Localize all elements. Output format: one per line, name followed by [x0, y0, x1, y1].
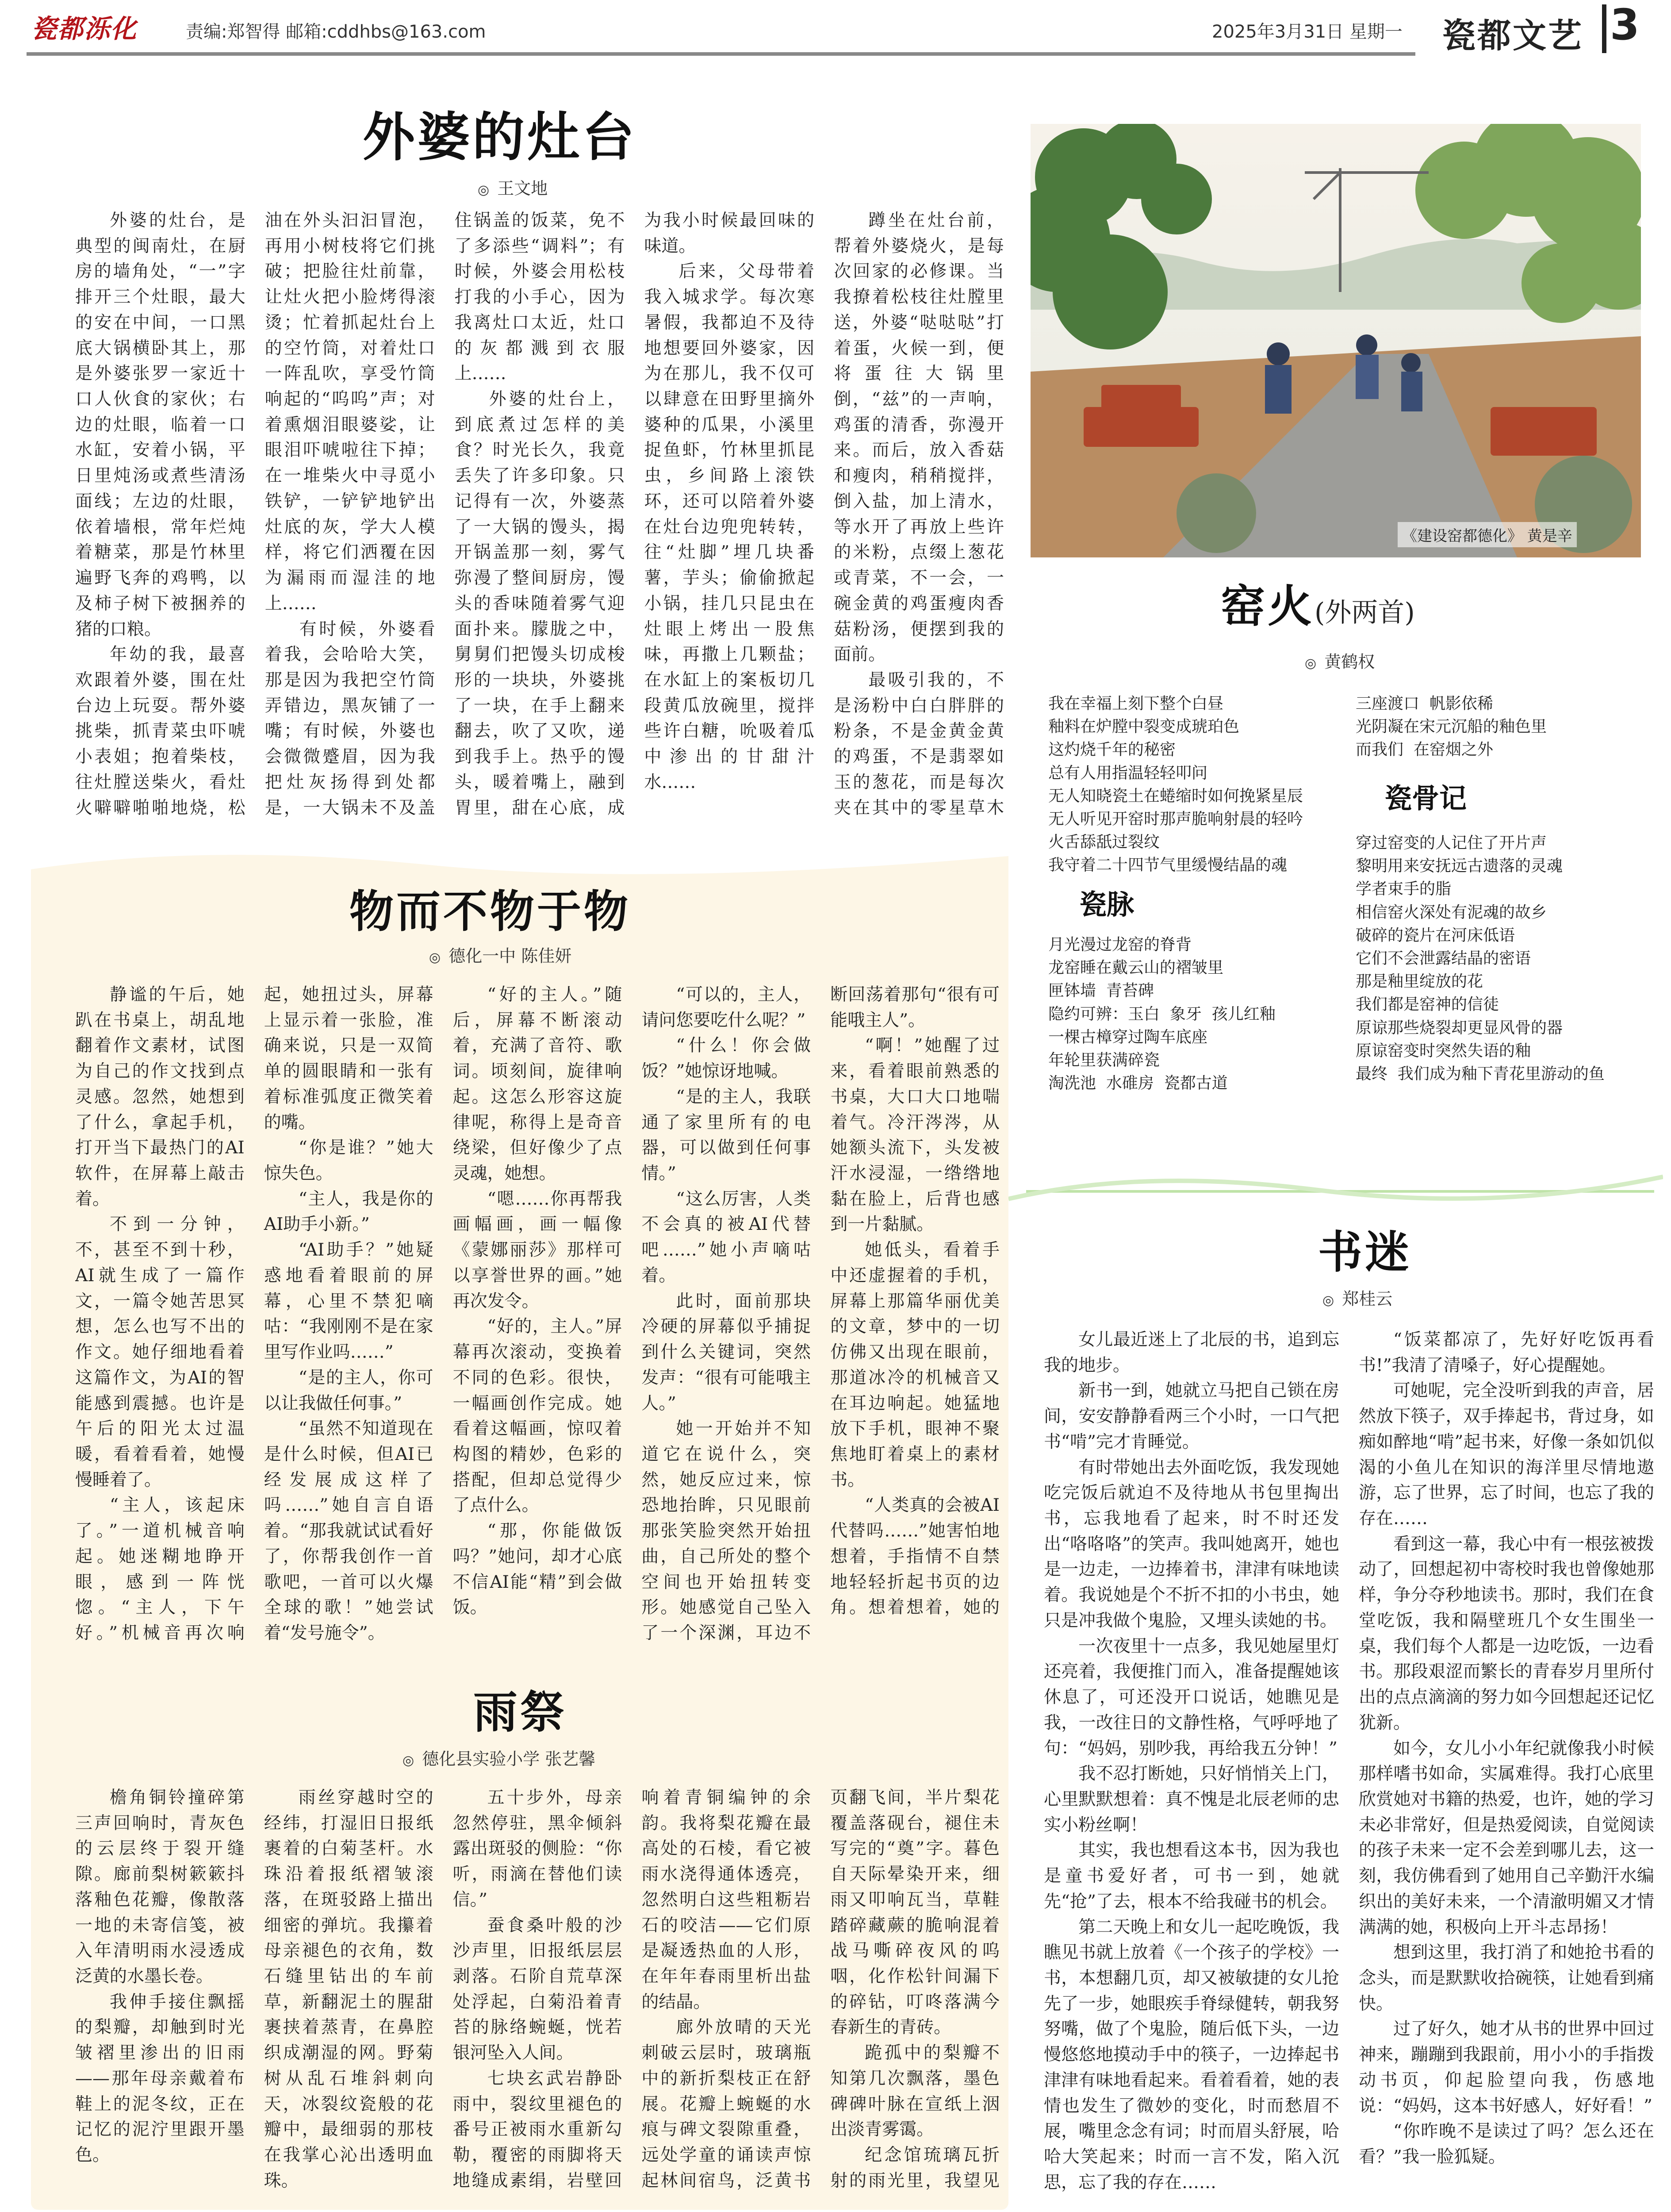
section-name: 瓷都文艺: [1442, 16, 1583, 55]
issue-date: 2025年3月31日 星期一: [1212, 22, 1403, 42]
author-name: 德化县实验小学 张艺馨: [422, 1749, 596, 1769]
paragraph: “这么厉害，人类不会真的被AI代替吧……”她小声嘀咕着。: [641, 1189, 811, 1286]
paragraph: “主人，我是你的AI助手小新。”: [264, 1189, 433, 1235]
poem-line: 釉料在炉膛中裂变成琥珀色: [1048, 718, 1240, 736]
painting-caption: 《建设窑都德化》 黄是辛: [1398, 522, 1577, 547]
header-rule: [27, 52, 1415, 56]
paragraph: 五十步外，母亲忽然停驻，黑伞倾斜露出斑驳的侧脸：“你听，雨滴在替他们读信。”: [452, 1788, 622, 1910]
byline-shumi: ◎ 郑桂云: [1322, 1289, 1393, 1309]
poem-line: 我在幸福上刻下整个白昼: [1048, 695, 1224, 713]
paragraph: 外婆的灶台，是典型的闽南灶，在厨房的墙角处，“一”字排开三个灶眼，最大的安在中间，一口黑底大锅横卧其上，那是外婆张罗一家近十口人伙食的家伙；右边的灶眼，临着一口水缸，安着小锅，平日里炖汤或煮些清汤面线；左边的灶眼，依着墙根，常年烂炖着糖菜，那是竹林里遍野飞奔的鸡鸭，以及柿子树下被捆养的猪的口粮。: [75, 211, 245, 639]
paragraph: 女儿最近迷上了北辰的书，追到忘我的地步。: [1044, 1330, 1339, 1375]
paragraph: “嗯……你再帮我画幅画，画一幅像《蒙娜丽莎》那样可以享誉世界的画。”她再次发令。: [452, 1189, 622, 1311]
painting-illustration: [1031, 124, 1641, 557]
article-title-yaohuo: [1221, 571, 1415, 634]
author-name: 王文地: [497, 179, 548, 198]
paragraph: 不到一分钟，不，甚至不到十秒，AI就生成了一篇作文，一篇令她苦思冥想，怎么也写不出的作文。她仔细地看着这篇作文，为AI的智能感到震撼。也许是午后的阳光太过温暖，看着看着，她慢慢睡着了。: [75, 1214, 245, 1490]
newspaper-logo: 瓷都泺化: [31, 14, 138, 44]
paragraph: 静谧的午后，她趴在书桌上，胡乱地翻着作文素材，试图为自己的作文找到点灵感。忽然，她想到了什么，拿起手机，打开当下最热门的AI软件，在屏幕上敲击着。: [75, 985, 245, 1209]
paragraph: 此时，面前那块冷硬的屏幕似乎捕捉到什么关键词，突然发声：“很有可能哦主人。”: [641, 1291, 811, 1413]
paragraph: 有时带她出去外面吃饭，我发现她吃完饭后就迫不及待地从书包里掏出书，忘我地看了起来，时不时还发出“咯咯咯”的笑声。我叫她离开，她也是一边走，一边捧着书，津津有味地读着。我说她是个不折不扣的小书虫，她只是冲我做个鬼脸，又埋头读她的书。: [1044, 1457, 1339, 1631]
poem-cigu: [1356, 832, 1605, 1086]
article-body-waipo: [75, 208, 1004, 836]
wave-decoration: [1008, 1150, 1663, 1203]
paragraph: “好的主人。”随后，屏幕不断滚动着，充满了音符、歌词。顷刻间，旋律响起。这怎么形容这旋律呢，称得上是奇音绕梁，但好像少了点灵魂，她想。: [452, 985, 622, 1184]
page-divider: [1602, 4, 1606, 53]
poem-cimai: [1048, 933, 1276, 1095]
poem-line: 原谅那些烧裂却更显风骨的器: [1356, 1018, 1563, 1037]
poem-yaohuo-tail: [1356, 692, 1547, 762]
poem-line: 无人听见开窑时那声脆响射晨的轻吟: [1048, 810, 1303, 828]
poem-line: 一棵古樟穿过陶车底座: [1048, 1028, 1208, 1046]
poem-line: 三座渡口 帆影依稀: [1356, 695, 1493, 713]
paragraph: 有时候，外婆看着我，会哈哈大笑，那是因为我把空竹筒弄错边，黑灰铺了一嘴；有时候，外婆也会微微蹙眉，因为我把灶灰扬得到处都是，一大锅未不及盖住锅盖的饭菜，免不了多添些“调料”；有时候，外婆会用松枝打我的小手心，因为我离灶口太近，灶口的灰都溅到衣服上……: [264, 211, 625, 818]
poem-line: 穿过窑变的人记住了开片声: [1356, 834, 1547, 852]
paragraph: 其实，我也想看这本书，因为我也是童书爱好者，可书一到，她就先“抢”了去，根本不给我碰书的机会。: [1044, 1840, 1339, 1912]
article-title-waipo: 外婆的灶台: [363, 106, 637, 168]
page-number: 3: [1610, 0, 1640, 50]
paragraph: 廊外放晴的天光刺破云层时，玻璃瓶中的新折梨枝正在舒展。花瓣上蜿蜒的水痕与碑文裂隙重叠，远处学童的诵读声惊起林间宿鸟，泛黄书页翻飞间，半片梨花覆盖落砚台，褪住未写完的“奠”字。暮色自天际晕染开来，细雨又叩响瓦当，草鞋踏碎藏蕨的脆响混着战马嘶碎夜风的呜咽，化作松针间漏下的碎钻，叮咚落满今春新生的青砖。: [641, 1788, 1000, 2191]
poem-yaohuo: [1048, 692, 1303, 877]
article-body-wuer: [75, 982, 1000, 1668]
paragraph: 如今，女儿小小年纪就像我小时候那样嗜书如命，实属难得。我打心底里欣赏她对书籍的热爱，也许，她的学习未必非常好，但是热爱阅读，自觉阅读的孩子未来一定不会差到哪儿去，这一刻，我仿佛看到了她用自己辛勤汗水编织出的美好未来，一个清澈明媚又才情满满的她，积极向上开斗志昂扬！: [1359, 1738, 1654, 1937]
yaohuo-title-suffix: (外两首): [1315, 597, 1415, 628]
paragraph: “什么！你会做饭？”她惊讶地喊。: [641, 1036, 811, 1082]
paragraph: 雨丝穿越时空的经纬，打湿旧日报纸裹着的白菊茎杆。水珠沿着报纸褶皱滚落，在斑驳路上描出细密的弹坑。我攥着母亲褪色的衣角，数石缝里钻出的车前草，新翻泥土的腥甜裹挟着蒸青，在鼻腔织成潮湿的网。野菊树从乱石堆斜刺向天，冰裂纹瓷般的花瓣中，最细弱的那枝在我掌心沁出透明血珠。: [264, 1788, 433, 2191]
paragraph: “虽然不知道现在是什么时候，但AI已经发展成这样了吗……”她自言自语着。“那我就试试看好了，你帮我创作一首歌吧，一首可以火爆全球的歌！”她尝试着“发号施令”。: [264, 1419, 433, 1643]
paragraph: 一次夜里十一点多，我见她屋里灯还亮着，我便推门而入，准备提醒她该休息了，可还没开口说话，她瞧见是我，一改往日的文静性格，气呼呼地了句：“妈妈，别吵我，再给我五分钟！”: [1044, 1636, 1339, 1759]
poem-line: 破碎的瓷片在河床低语: [1356, 926, 1515, 945]
paragraph: 年幼的我，最喜欢跟着外婆，围在灶台边上玩耍。帮外婆挑柴，抓青菜虫吓唬小表姐；抱着柴枝，往灶膛送柴火，看灶火噼噼啪啪地烧，松油在外头汩汩冒泡，再用小树枝将它们挑破；把脸往灶前靠，让灶火把小脸烤得滚烫；忙着抓起灶台上的空竹筒，对着灶口一阵乱吹，享受竹筒响起的“呜呜”声；对着熏烟泪眼婆娑，让眼泪吓唬啦往下掉；在一堆柴火中寻觅小铁铲，一铲铲地铲出灶底的灰，学大人模样，将它们洒覆在因为漏雨而湿洼的地上……: [75, 211, 435, 818]
article-title-shumi: 书迷: [1318, 1226, 1412, 1278]
paragraph: 可她呢，完全没听到我的声音，居然放下筷子，双手捧起书，背过身，如痴如醉地“啃”起书来，好像一条如饥似渴的小鱼儿在知识的海洋里尽情地遨游，忘了世界，忘了时间，也忘了我的存在……: [1359, 1381, 1654, 1529]
author-name: 郑桂云: [1342, 1289, 1393, 1309]
byline-yuji: ◎ 德化县实验小学 张艺馨: [402, 1749, 596, 1769]
paragraph: 看到这一幕，我心中有一根弦被拨动了，回想起初中寄校时我也曾像她那样，争分夺秒地读书。那时，我们在食堂吃饭，我和隔壁班几个女生围坐一桌，我们每个人都是一边吃饭，一边看书。那段艰涩而繁长的青春岁月里所付出的点点滴滴的努力如今回想起还记忆犹新。: [1359, 1534, 1654, 1733]
paragraph: “你昨晚不是读过了吗？怎么还在看？”我一脸狐疑。: [1359, 2121, 1654, 2167]
paragraph: 她低头，看着手中还虚握着的手机，屏幕上那篇华丽优美的文章，梦中的一切仿佛又出现在眼前，那道冰冷的机械音又在耳边响起。她猛地放下手机，眼神不聚焦地盯着桌上的素材书。: [830, 1240, 1000, 1490]
author-name: 黄鹤权: [1324, 652, 1375, 672]
poem-line: 黎明用来安抚远古遗落的灵魂: [1356, 857, 1563, 876]
poem-line: 隐约可辨：玉白 象牙 孩儿红釉: [1048, 1005, 1276, 1023]
byline-wuer: ◎ 德化一中 陈佳妍: [429, 946, 572, 966]
poem-line: 原谅窑变时突然失语的釉: [1356, 1041, 1531, 1060]
poem-line: 而我们 在窑烟之外: [1356, 741, 1493, 759]
poem-line: 火舌舔舐过裂纹: [1048, 833, 1160, 852]
paragraph: 我不忍打断她，只好悄悄关上门，心里默默想着：真不愧是北辰老师的忠实小粉丝啊！: [1044, 1764, 1339, 1835]
paragraph: “主人，该起床了。”一道机械音响起。她迷糊地睁开眼，感到一阵恍惚。“主人，下午好。”机械音再次响起，她扭过头，屏幕上显示着一张脸，准确来说，只是一双简单的圆眼睛和一张有着标准弧度正微笑着的嘴。: [75, 985, 433, 1643]
paragraph: 最吸引我的，不是汤粉中白白胖胖的粉条，不是金黄金黄的鸡蛋，不是翡翠如玉的葱花，而是每次夹在其中的零星草木: [834, 670, 1004, 818]
paragraph: 想到这里，我打消了和她抢书看的念头，而是默默收拾碗筷，让她看到痛快。: [1359, 1943, 1654, 2014]
paragraph: 过了好久，她才从书的世界中回过神来，蹦蹦到我跟前，用小小的手指拨动书页，仰起脸望向我，伤感地说：“妈妈，这本书好感人，好好看！”: [1359, 2019, 1654, 2116]
paragraph: “好的，主人。”屏幕再次滚动，变换着不同的色彩。很快，一幅画创作完成。她看着这幅画，惊叹着构图的精妙，色彩的搭配，但却总觉得少了点什么。: [452, 1317, 622, 1516]
paragraph: “那，你能做饭吗？”她问，却才心底不信AI能“精”到会做饭。: [452, 1521, 622, 1618]
paragraph: “人类真的会被AI代替吗……”她害怕地想着，手指情不自禁地轻轻折起书页的边角。想着想着，她的: [830, 1495, 1000, 1618]
article-title-yuji: 雨祭: [473, 1686, 567, 1738]
poem-title-cimai: 瓷脉: [1079, 888, 1134, 921]
poem-line: 匣钵墙 青苔碑: [1048, 982, 1154, 1000]
poem-line: 学者束手的脂: [1356, 880, 1452, 899]
poem-line: 月光漫过龙窑的脊背: [1048, 936, 1192, 954]
paragraph: “是的主人，你可以让我做任何事。”: [264, 1367, 433, 1413]
poem-line: 光阴凝在宋元沉船的釉色里: [1356, 718, 1547, 736]
poem-line: 总有人用指温轻轻叩问: [1048, 764, 1208, 782]
poem-line: 年轮里获满碎瓷: [1048, 1051, 1160, 1069]
paragraph: 檐角铜铃撞碎第三声回响时，青灰色的云层终于裂开缝隙。廊前梨树簌簌抖落釉色花瓣，像散落一地的未寄信笺，被入年清明雨水浸透成泛黄的水墨长卷。: [75, 1788, 245, 1987]
paragraph: 蹲坐在灶台前，帮着外婆烧火，是每次回家的必修课。当我撩着松枝往灶膛里送，外婆“哒哒哒”打着蛋，火候一到，便将蛋往大锅里倒，“兹”的一声响，鸡蛋的清香，弥漫开来。而后，放入香菇和瘦肉，稍稍搅拌，倒入盐，加上清水，等水开了再放上些许的米粉，点缀上葱花或青菜，不一会，一碗金黄的鸡蛋瘦肉香菇粉汤，便摆到我的面前。: [834, 211, 1004, 665]
painting-svg: [1031, 124, 1641, 557]
poem-line: 这灼烧千年的秘密: [1048, 741, 1176, 759]
poem-line: 淘洗池 水碓房 瓷都古道: [1048, 1074, 1228, 1093]
poem-line: 它们不会泄露结晶的密语: [1356, 949, 1531, 968]
author-name: 德化一中 陈佳妍: [448, 946, 572, 966]
paragraph: “AI助手？”她疑惑地看着眼前的屏幕，心里不禁犯嘀咕：“我刚刚不是在家里写作业吗……”: [264, 1240, 433, 1363]
paragraph: 蚕食桑叶般的沙沙声里，旧报纸层层剥落。石阶自荒草深处浮起，白菊沿着青苔的脉络蜿蜒，恍若银河坠入人间。: [452, 1915, 622, 2063]
byline-waipo: ◎ 王文地: [478, 179, 548, 198]
paragraph: 跪孤中的梨瓣不知第几次飘落，墨色碑碑叶脉在宣纸上洇出淡青雾霭。: [830, 2043, 1000, 2140]
article-body-shumi: [1044, 1327, 1654, 2208]
poem-line: 龙窑睡在戴云山的褶皱里: [1048, 959, 1224, 977]
paragraph: 新书一到，她就立马把自己锁在房间，安安静静看两三个小时，一口气把书“啃”完才肯睡觉。: [1044, 1381, 1339, 1452]
poem-line: 相信窑火深处有泥魂的故乡: [1356, 903, 1547, 922]
poem-title-cigu: 瓷骨记: [1384, 782, 1467, 814]
paragraph: “是的主人，我联通了家里所有的电器，可以做到任何事情。”: [641, 1087, 811, 1184]
poem-line: 那是釉里绽放的花: [1356, 972, 1483, 991]
paragraph: 她一开始并不知道它在说什么，突然，她反应过来，惊恐地抬眸，只见眼前那张笑脸突然开始扭曲，自己所处的整个空间也开始扭转变形。她感觉自己坠入了一个深渊，耳边不断回荡着那句“很有可能哦主人”。: [641, 985, 1000, 1643]
poem-line: 我守着二十四节气里缓慢结晶的魂: [1048, 856, 1288, 875]
editor-info: 责编:郑智得 邮箱:cddhbs@163.com: [186, 22, 486, 42]
paragraph: “可以的，主人，请问您要吃什么呢？”: [641, 985, 811, 1030]
paragraph: 纪念馆琉璃瓦折射的雨光里，我望见: [830, 2145, 1000, 2191]
poem-line: 我们都是窑神的信徒: [1356, 995, 1499, 1014]
yaohuo-title: 窑火: [1221, 580, 1315, 632]
poem-line: 无人知晓瓷土在蜷缩时如何挽紧星辰: [1048, 787, 1303, 805]
article-title-wuer: 物而不物于物: [349, 885, 631, 937]
article-body-yuji: [75, 1785, 1000, 2201]
byline-yaohuo: ◎ 黄鹤权: [1305, 652, 1375, 672]
paragraph: 外婆的灶台上，到底煮过怎样的美食？时光长久，我竟丢失了许多印象。只记得有一次，外婆蒸了一大锅的馒头，揭开锅盖那一刻，雾气弥漫了整间厨房，馒头的香味随着雾气迎面扑来。朦胧之中，舅舅们把馒头切成梭形的一块块，外婆挑了一块，在手上翻来翻去，吹了又吹，递到我手上。热乎的馒头，暖着嘴上，融到胃里，甜在心底，成为我小时候最回味的味道。: [454, 211, 815, 818]
paragraph: 第二天晚上和女儿一起吃晚饭，我瞧见书就上放着《一个孩子的学校》一书，本想翻几页，却又被敏捷的女儿抢先了一步，她眼疾手脊绿健转，朝我努努嘴，做了个鬼脸，随后低下头，一边慢悠悠地摸动手中的筷子，一边捧起书津津有味地看起来。看着看着，她的表情也发生了微妙的变化，时而愁眉不展，嘴里念念有词；时而眉头舒展，哈哈大笑起来；时而一言不发，陷入沉思，忘了我的存在……: [1044, 1917, 1339, 2193]
paragraph: 后来，父母带着我入城求学。每次寒暑假，我都迫不及待地想要回外婆家，因为在那儿，我不仅可以肆意在田野里摘外婆种的瓜果，小溪里捉鱼虾，竹林里抓昆虫，乡间路上滚铁环，还可以陪着外婆在灶台边兜兜转转，往“灶脚”埋几块番薯，芋头；偷偷掀起小锅，挂几只昆虫在灶眼上烤出一股焦味，再撒上几颗盐；在水缸上的案板切几段黄瓜放碗里，搅拌些许白糖，吮吸着瓜中渗出的甘甜汁水……: [644, 261, 815, 792]
paragraph: 我伸手接住飘摇的梨瓣，却触到时光皱褶里渗出的旧雨——那年母亲戴着布鞋上的泥冬纹，正在记忆的泥泞里跟开墨色。: [75, 1992, 245, 2166]
paragraph: “啊！”她醒了过来，看着眼前熟悉的书桌，大口大口地喘着气。冷汗涔涔，从她额头流下，头发被汗水浸湿，一绺绺地黏在脸上，后背也感到一片黏腻。: [830, 1036, 1000, 1235]
poem-line: 最终 我们成为釉下青花里游动的鱼: [1356, 1064, 1605, 1083]
paragraph: “你是谁？”她大惊失色。: [264, 1138, 433, 1184]
paragraph: “饭菜都凉了，先好好吃饭再看书!”我清了清嗓子，好心提醒她。: [1359, 1330, 1654, 1375]
paragraph: 七块玄武岩静卧雨中，裂纹里褪色的番号正被雨水重新勾勒，覆密的雨脚将天地缝成素绢，岩壁回响着青铜编钟的余韵。我将梨花瓣在最高处的石棱，看它被雨水浇得通体透亮，忽然明白这些粗粝岩石的咬洁——它们原是凝透热血的人形，在年年春雨里析出盐的结晶。: [452, 1788, 811, 2191]
